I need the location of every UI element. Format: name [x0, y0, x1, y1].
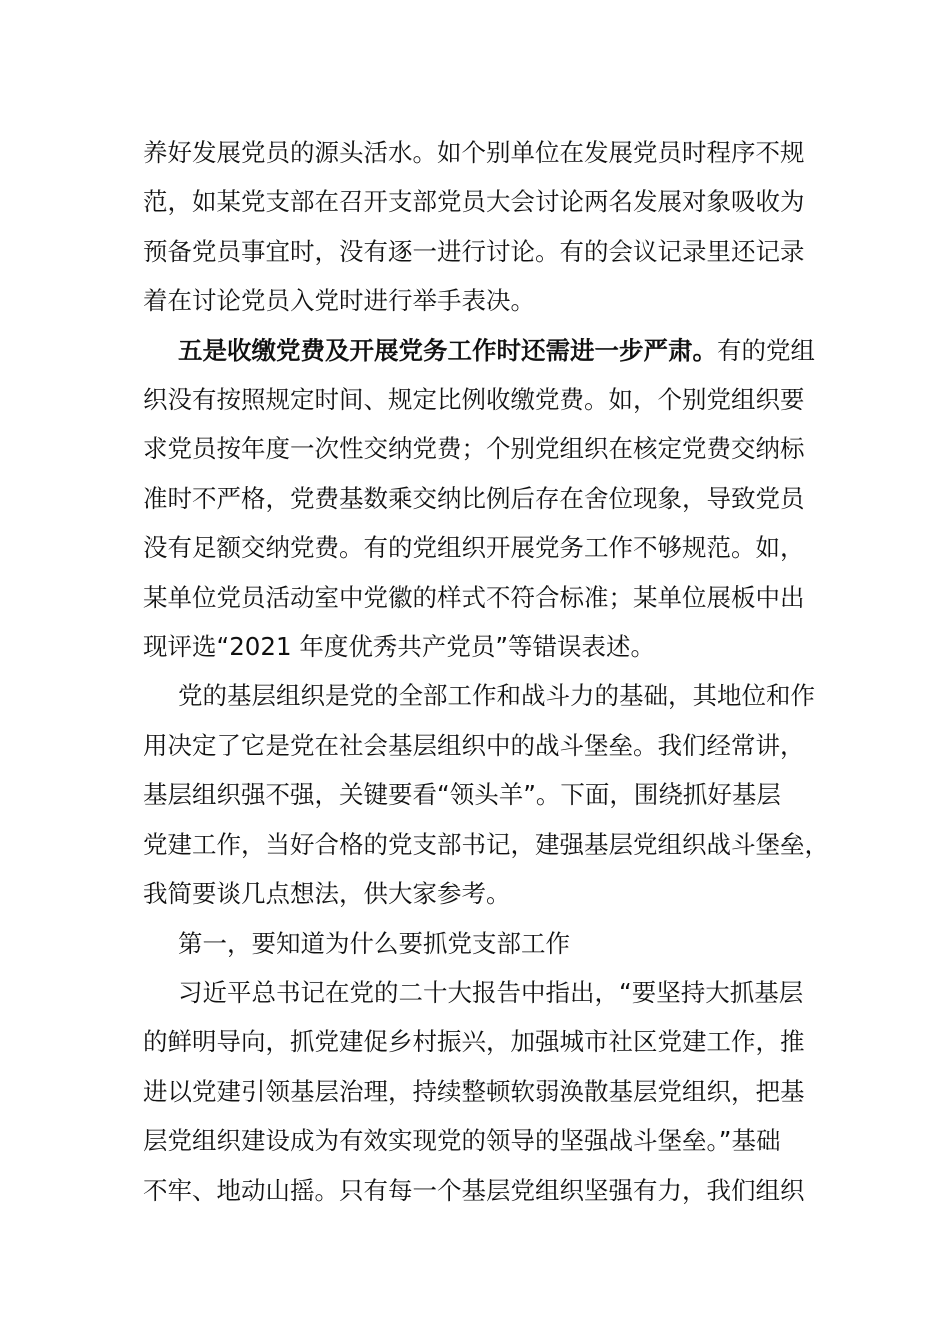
text-line: 没有足额交纳党费。有的党组织开展党务工作不够规范。如， [143, 533, 805, 563]
text-fragment: 有的党组 [717, 335, 815, 365]
text-line: 我简要谈几点想法，供大家参考。 [143, 879, 511, 909]
section-heading [143, 919, 823, 968]
text-line: 范，如某党支部在召开支部党员大会讨论两名发展对象吸收为 [143, 187, 805, 217]
text-line: 某单位党员活动室中党徽的样式不符合标准；某单位展板中出 [143, 582, 805, 612]
text-line: 进以党建引领基层治理，持续整顿软弱涣散基层党组织，把基 [143, 1076, 805, 1106]
text-line: 层党组织建设成为有效实现党的领导的坚强战斗堡垒。”基础 [143, 1126, 781, 1156]
paragraph-3 [143, 671, 829, 918]
text-line: 现评选“2021 年度优秀共产党员”等错误表述。 [143, 632, 656, 662]
text-line: 着在讨论党员入党时进行举手表决。 [143, 286, 535, 316]
bold-lead-sentence: 五是收缴党费及开展党务工作时还需进一步严肃。 [178, 335, 717, 365]
text-line: 基层组织强不强，关键要看“领头羊”。下面，围绕抓好基层 [143, 780, 781, 810]
text-line: 用决定了它是党在社会基层组织中的战斗堡垒。我们经常讲， [143, 730, 805, 760]
text-line: 养好发展党员的源头活水。如个别单位在发展党员时程序不规 [143, 138, 805, 167]
paragraph-2 [143, 326, 823, 672]
text-line: 织没有按照规定时间、规定比例收缴党费。如，个别党组织要 [143, 385, 805, 415]
paragraph-5 [143, 968, 823, 1215]
paragraph-1 [143, 128, 823, 326]
text-line: 预备党员事宜时，没有逐一进行讨论。有的会议记录里还记录 [143, 236, 805, 266]
text-line: 求党员按年度一次性交纳党费；个别党组织在核定党费交纳标 [143, 434, 805, 464]
text-line: 党的基层组织是党的全部工作和战斗力的基础，其地位和作 [178, 681, 815, 711]
text-line: 党建工作，当好合格的党支部书记，建强基层党组织战斗堡垒， [143, 829, 829, 859]
text-line: 准时不严格，党费基数乘交纳比例后存在舍位现象，导致党员 [143, 483, 805, 513]
text-line: 的鲜明导向，抓党建促乡村振兴，加强城市社区党建工作，推 [143, 1027, 805, 1057]
text-line: 第一，要知道为什么要抓党支部工作 [178, 928, 570, 958]
text-line: 不牢、地动山摇。只有每一个基层党组织坚强有力，我们组织 [143, 1175, 805, 1205]
document-page [143, 128, 829, 1215]
text-line: 习近平总书记在党的二十大报告中指出，“要坚持大抓基层 [178, 977, 804, 1007]
text-line [143, 326, 823, 375]
